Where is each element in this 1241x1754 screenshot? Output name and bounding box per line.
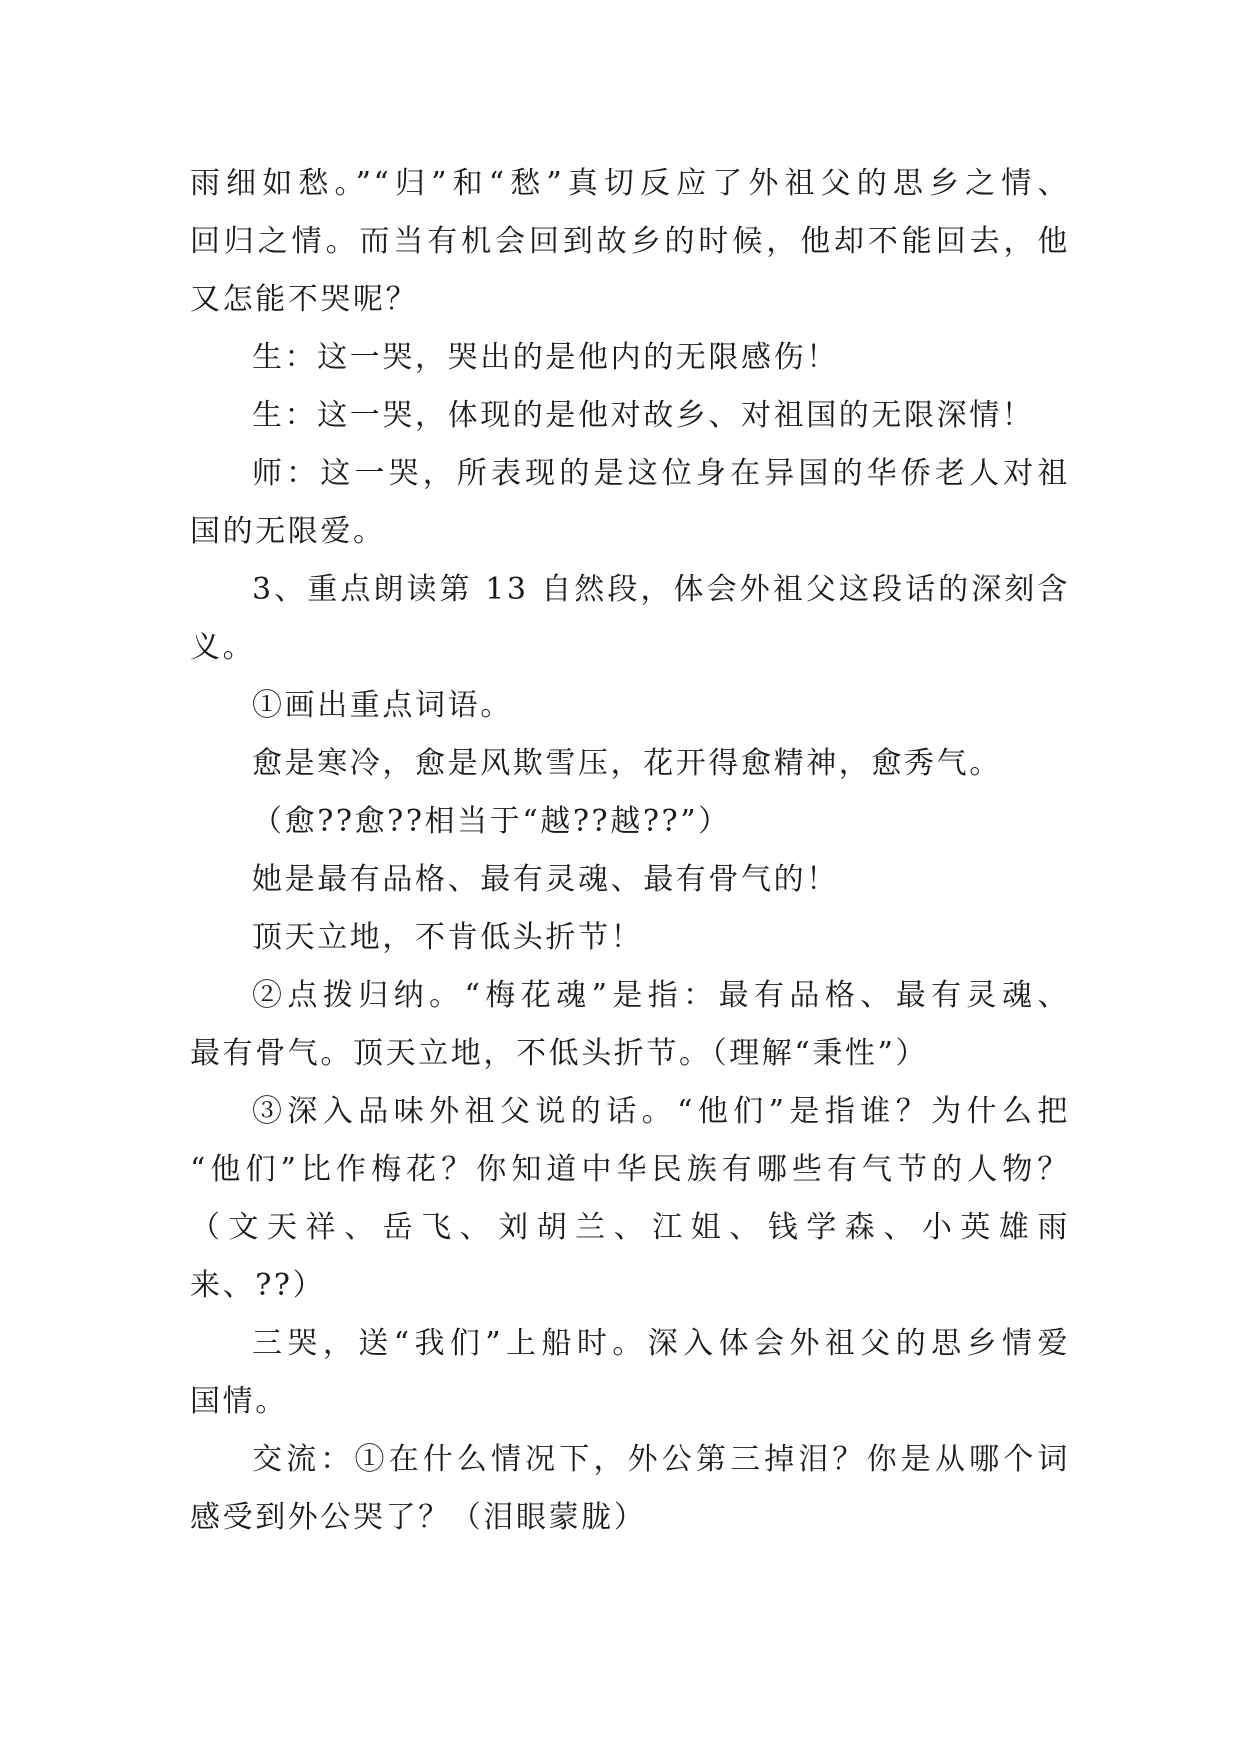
- text-line-2: 回归之情。而当有机会回到故乡的时候，他却不能回去，他: [190, 224, 1070, 259]
- text-line-5: 生：这一哭，体现的是他对故乡、对祖国的无限深情！: [252, 398, 1035, 433]
- text-line-11: 愈是寒冷，愈是风欺雪压，花开得愈精神，愈秀气。: [252, 746, 1002, 781]
- text-line-10: ①画出重点词语。: [252, 688, 513, 723]
- text-line-16: 最有骨气。顶天立地，不低头折节。（理解“秉性”）: [190, 1036, 929, 1071]
- text-line-20: 来、??）: [190, 1268, 326, 1303]
- text-line-14: 顶天立地，不肯低头折节！: [252, 920, 644, 955]
- text-line-15: ②点拨归纳。“梅花魂”是指：最有品格、最有灵魂、: [252, 978, 1070, 1013]
- text-line-13: 她是最有品格、最有灵魂、最有骨气的！: [252, 862, 839, 897]
- text-line-3: 又怎能不哭呢？: [190, 282, 419, 317]
- text-line-18: “他们”比作梅花？你知道中华民族有哪些有气节的人物？: [190, 1152, 1070, 1187]
- text-line-19: （文天祥、岳飞、刘胡兰、江姐、钱学森、小英雄雨: [190, 1210, 1070, 1245]
- text-line-1: 雨细如愁。”“归”和“愁”真切反应了外祖父的思乡之情、: [190, 166, 1070, 201]
- text-line-6: 师：这一哭，所表现的是这位身在异国的华侨老人对祖: [252, 456, 1070, 491]
- text-line-23: 交流：①在什么情况下，外公第三掉泪？你是从哪个词: [252, 1442, 1070, 1477]
- text-line-17: ③深入品味外祖父说的话。“他们”是指谁？为什么把: [252, 1094, 1070, 1129]
- text-line-9: 义。: [190, 630, 256, 665]
- text-line-4: 生：这一哭，哭出的是他内的无限感伤！: [252, 340, 839, 375]
- text-line-24: 感受到外公哭了？（泪眼蒙胧）: [190, 1500, 647, 1535]
- body-text: [190, 155, 1070, 1547]
- text-line-22: 国情。: [190, 1384, 288, 1419]
- text-line-12: （愈??愈??相当于“越??越??”）: [252, 804, 731, 839]
- text-line-21: 三哭，送“我们”上船时。深入体会外祖父的思乡情爱: [252, 1326, 1070, 1361]
- text-line-7: 国的无限爱。: [190, 514, 386, 549]
- text-line-8: 3、重点朗读第 13 自然段，体会外祖父这段话的深刻含: [252, 572, 1070, 607]
